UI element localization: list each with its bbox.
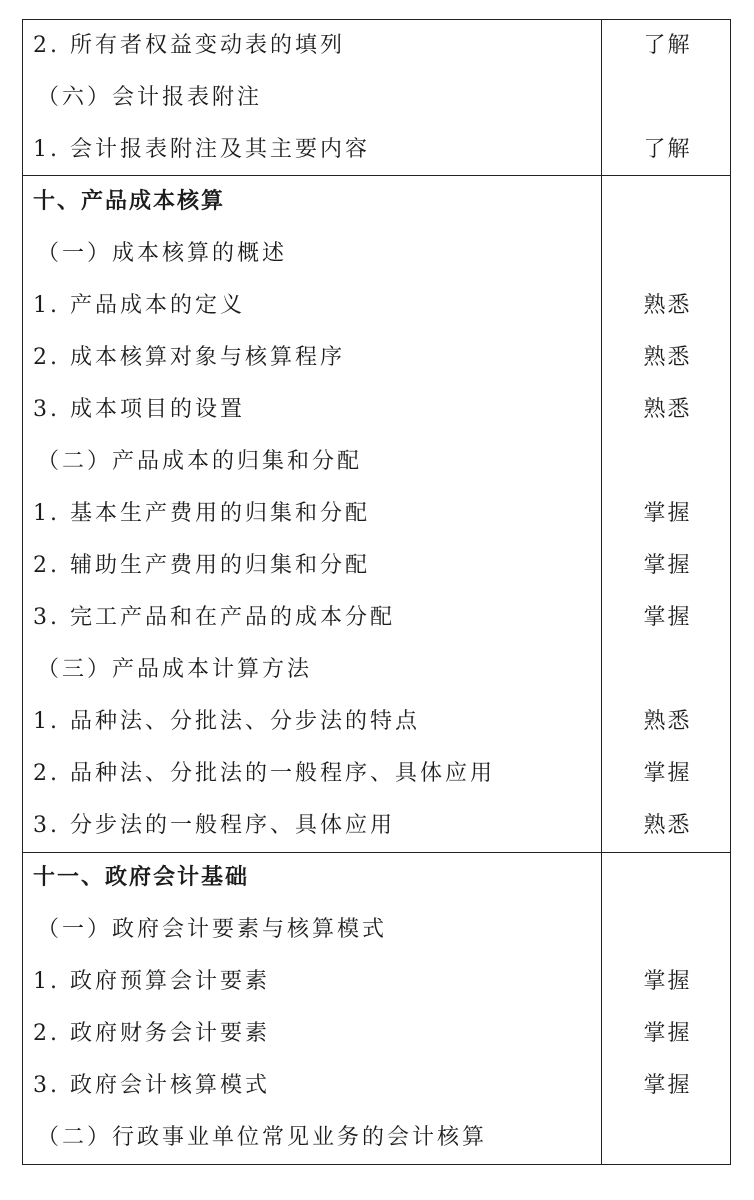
table-row: [23, 72, 732, 124]
requirement-level: 熟悉: [643, 397, 692, 422]
table-row: [23, 540, 732, 592]
requirement-level: [603, 1112, 732, 1164]
requirement-level: [603, 904, 732, 956]
table-row: [23, 1112, 732, 1164]
syllabus-table: [22, 19, 731, 1165]
requirement-level: 掌握: [643, 1073, 692, 1098]
requirement-level: 掌握: [643, 501, 692, 526]
requirement-level: 了解: [643, 137, 692, 162]
syllabus-item: 1. 产品成本的定义: [33, 293, 245, 318]
requirement-level: 熟悉: [643, 709, 692, 734]
syllabus-item: 1. 政府预算会计要素: [33, 969, 270, 994]
table-row: [23, 20, 732, 72]
table-row: [23, 332, 732, 384]
syllabus-item: 3. 分步法的一般程序、具体应用: [33, 813, 395, 838]
syllabus-item: 2. 政府财务会计要素: [33, 1021, 270, 1046]
table-row: [23, 800, 732, 852]
section-heading: （一）政府会计要素与核算模式: [37, 917, 388, 942]
syllabus-item: 2. 辅助生产费用的归集和分配: [33, 553, 370, 578]
requirement-level: 掌握: [643, 969, 692, 994]
requirement-level: 熟悉: [643, 345, 692, 370]
requirement-level: [603, 644, 732, 696]
chapter-heading: 十、产品成本核算: [33, 189, 226, 214]
table-row: [23, 436, 732, 488]
table-row: [23, 124, 732, 176]
table-row: [23, 852, 732, 904]
requirement-level: [603, 72, 732, 124]
syllabus-item: 2. 所有者权益变动表的填列: [33, 33, 345, 58]
syllabus-item: 2. 品种法、分批法的一般程序、具体应用: [33, 761, 495, 786]
syllabus-item: 3. 成本项目的设置: [33, 397, 245, 422]
table-row: [23, 748, 732, 800]
requirement-level: 熟悉: [643, 293, 692, 318]
syllabus-item: 1. 基本生产费用的归集和分配: [33, 501, 370, 526]
table-row: [23, 228, 732, 280]
requirement-level: 掌握: [643, 761, 692, 786]
syllabus-item: 1. 品种法、分批法、分步法的特点: [33, 709, 420, 734]
chapter-heading: 十一、政府会计基础: [33, 865, 250, 890]
requirement-level: 了解: [643, 33, 692, 58]
table-row: [23, 592, 732, 644]
table-row: [23, 644, 732, 696]
table-row: [23, 956, 732, 1008]
syllabus-item: 1. 会计报表附注及其主要内容: [33, 137, 370, 162]
section-heading: （六）会计报表附注: [37, 85, 263, 110]
requirement-level: [603, 436, 732, 488]
section-heading: （三）产品成本计算方法: [37, 657, 313, 682]
requirement-level: 熟悉: [643, 813, 692, 838]
table-row: [23, 280, 732, 332]
table-row: [23, 176, 732, 228]
table-row: [23, 696, 732, 748]
requirement-level: 掌握: [643, 605, 692, 630]
requirement-level: [603, 228, 732, 280]
section-heading: （一）成本核算的概述: [37, 241, 288, 266]
requirement-level: 掌握: [643, 553, 692, 578]
table-row: [23, 488, 732, 540]
section-heading: （二）行政事业单位常见业务的会计核算: [37, 1125, 488, 1150]
table-row: [23, 384, 732, 436]
section-heading: （二）产品成本的归集和分配: [37, 449, 363, 474]
syllabus-item: 3. 完工产品和在产品的成本分配: [33, 605, 395, 630]
requirement-level: [603, 852, 732, 904]
table-row: [23, 1060, 732, 1112]
requirement-level: [603, 176, 732, 228]
requirement-level: 掌握: [643, 1021, 692, 1046]
syllabus-item: 3. 政府会计核算模式: [33, 1073, 270, 1098]
table-row: [23, 1008, 732, 1060]
table-row: [23, 904, 732, 956]
syllabus-item: 2. 成本核算对象与核算程序: [33, 345, 345, 370]
